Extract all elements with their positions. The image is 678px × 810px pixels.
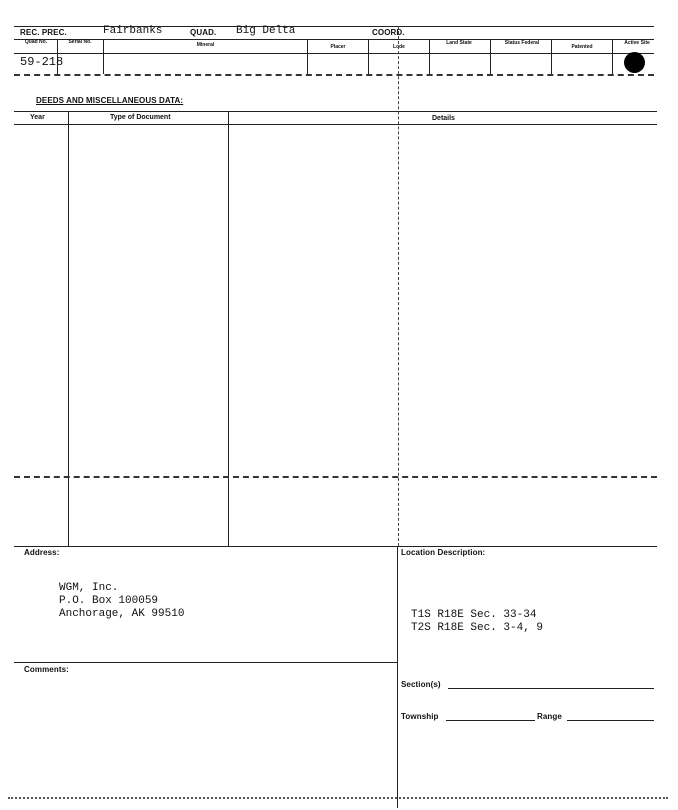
- comments-top-rule: [14, 662, 397, 663]
- deeds-header-top: [14, 111, 657, 112]
- center-divider: [398, 26, 399, 546]
- scan-bottom-edge: [8, 797, 668, 802]
- address-label: Address:: [24, 548, 60, 557]
- col-year: Year: [30, 114, 45, 121]
- col-patented: Patented: [571, 44, 593, 50]
- location-line-2: T2S R18E Sec. 3-4, 9: [411, 622, 544, 634]
- active-dot: [624, 52, 645, 73]
- comments-label: Comments:: [24, 665, 69, 674]
- address-line-2: P.O. Box 100059: [59, 595, 159, 607]
- col-details: Details: [432, 115, 455, 122]
- quad-serial-value: 59-218: [20, 55, 64, 69]
- col-mineral: Mineral: [196, 42, 215, 48]
- location-description-label: Location Description:: [401, 548, 486, 557]
- address-line-3: Anchorage, AK 99510: [59, 608, 185, 620]
- col-serial-no: Serial No.: [68, 39, 92, 45]
- township-line: [446, 720, 535, 721]
- col-lode: Lode: [393, 44, 405, 50]
- deeds-title: DEEDS AND MISCELLANEOUS DATA:: [36, 96, 184, 105]
- range-line: [567, 720, 654, 721]
- col-quad-no: Quad No.: [24, 39, 48, 45]
- quad-value: Big Delta: [236, 25, 296, 37]
- coord-label: COORD.: [372, 28, 405, 37]
- rec-prec-value: Fairbanks: [103, 25, 163, 37]
- col-land-state: Land State: [446, 40, 472, 46]
- col-type-of-document: Type of Document: [110, 114, 171, 121]
- deeds-col-divider-2: [228, 111, 229, 546]
- lower-top-rule: [14, 546, 657, 547]
- deeds-dashed-rule: [14, 476, 657, 478]
- address-line-1: WGM, Inc.: [59, 582, 119, 594]
- lower-center-rule: [397, 546, 398, 808]
- deeds-col-divider-1: [68, 111, 69, 546]
- range-label: Range: [537, 712, 562, 721]
- township-label: Township: [401, 712, 439, 721]
- sections-line: [448, 688, 654, 689]
- col-active: Active Site: [624, 40, 650, 46]
- col-status-federal: Status Federal: [504, 40, 540, 46]
- header-row-top: [14, 39, 654, 40]
- rec-prec-label: REC. PREC.: [20, 28, 67, 37]
- col-placer: Placer: [330, 44, 346, 50]
- header-row-bottom: [14, 53, 654, 54]
- sections-label: Section(s): [401, 680, 441, 689]
- quad-label: QUAD.: [190, 28, 217, 37]
- record-row-bottom: [14, 74, 654, 76]
- location-line-1: T1S R18E Sec. 33-34: [411, 609, 537, 621]
- deeds-header-bottom: [14, 124, 657, 125]
